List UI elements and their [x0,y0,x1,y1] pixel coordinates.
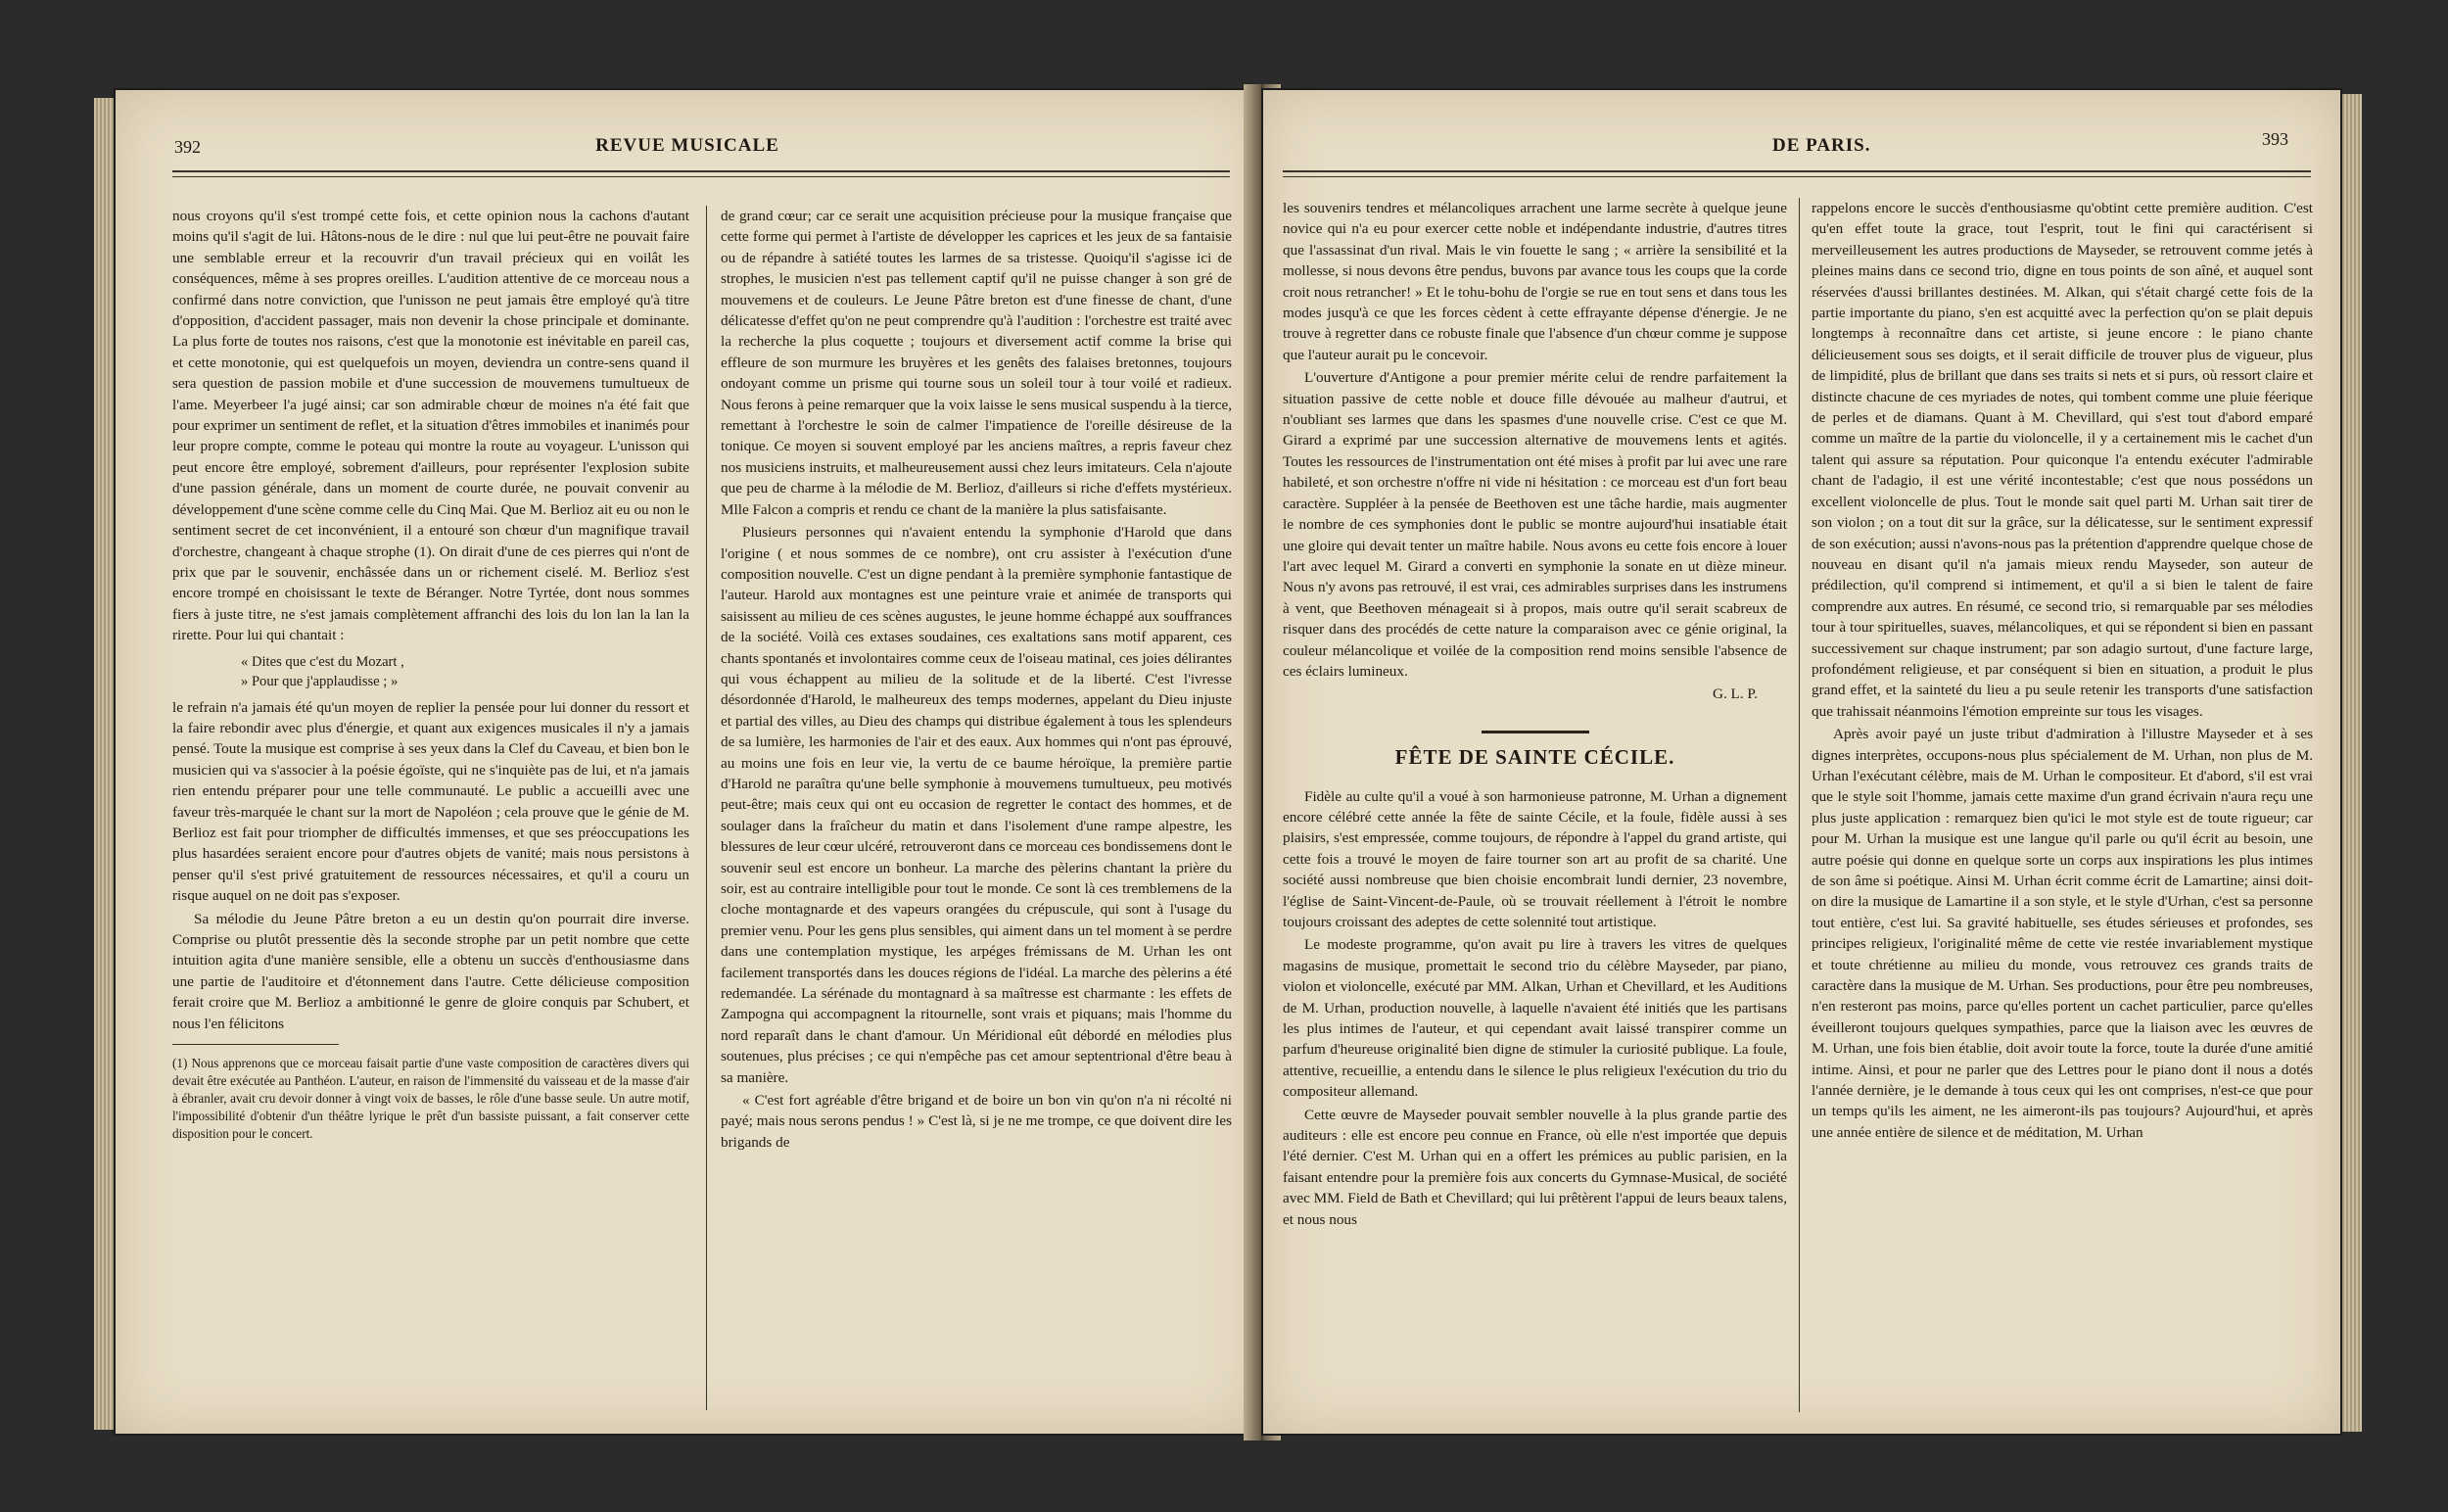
right-page-column-1 [1283,198,1787,1232]
paragraph: Cette œuvre de Mayseder pouvait sembler nouvelle à la plus grande partie des auditeurs : elle est encore peu connue en France, où elle n'est importée que depuis l'été dernier. C'est M. Urhan qui en a offert les prémices au public parisien, en la faisant entendre pour la première fois aux concerts du Gymnase-Musical, de société avec MM. Field de Bath et Chevillard; qui lui prêtèrent l'appui de leurs beaux talens, et nous nous [1283,1106,1787,1228]
verse-quote [241,652,689,691]
paragraph: rappelons encore le succès d'enthousiasme qu'obtint cette première audition. C'est qu'en effet toute la grace, tout l'esprit, tout le fini qui caractérisent si merveilleusement les autres productions de Mayseder, se retrouvent comme jetés à pleines mains dans ce second trio, digne en tous points de son aîné, et auquel sont réservées d'aussi brillantes destinées. M. Alkan, qui s'était chargé cette fois de la partie importante du piano, s'en est acquitté avec la perfection qu'on se plait depuis longtemps à reconnaître dans cet artiste, si jeune encore : le piano chante délicieusement sous ses doigts, et il serait difficile de trouver plus de vigueur, plus de limpidité, plus de brillant que dans ses traits si nets et si purs, où ressort claire et distincte chacune de ces myriades de notes, qui tombent comme une pluie féerique de perles et de diamans. Quant à M. Chevillard, qui s'est tout d'abord emparé comme un maître de la partie du violoncelle, il y a certainement mis le cachet d'un talent qui assure sa réputation. Pour quiconque l'a entendu exécuter l'admirable chant de l'adagio, il est une vérité incontestable; c'est que nous possédons un excellent violoncelle de plus. Tout le monde sait quel parti M. Urhan sait tirer de son violon ; on a tout dit sur la grâce, sur la délicatesse, sur le sentiment expressif de son exécution; aussi n'avons-nous pas la prétention d'apprendre quelque chose de nouveau en disant qu'il n'a jamais mieux rendu Mayseder, son auteur de prédilection, qu'il comprend si intimement, et qu'il a si bien le talent de faire comprendre aux autres. En résumé, ce second trio, si remarquable par ses mélodies tour à tour spirituelles, suaves, mélancoliques, et qui se répondent si bien en passant successivement sur chaque instrument; par son adagio surtout, d'une facture large, profondément religieuse, et par conséquent si bien en situation, a produit le plus grand effet, et la sainteté du lieu a pu seule retenir les transports d'une satisfaction que trahissait néanmoins l'émotion empreinte sur tous les visages. [1812,200,2313,720]
page-number-right: 393 [2262,129,2288,149]
paragraph: Le modeste programme, qu'on avait pu lire à travers les vitres de quelques magasins de musique, promettait le second trio du célèbre Mayseder, par piano, violon et violoncelle, exécuté par MM. Alkan, Urhan et Chevillard, et les Auditions de M. Urhan, production nouvelle, à laquelle n'avaient été initiés que les partisans les plus intimes de l'auteur, et qui cependant avait laissé transpirer comme un parfum d'heureuse originalité bien digne de stimuler la curiosité publique. La foule, attentive, recueillie, a entendu dans le silence le plus religieux l'exécution du trio du compositeur allemand. [1283,936,1787,1101]
left-page-column-1 [172,206,689,1143]
section-ornament [1283,719,1787,739]
verse-line: » Pour que j'applaudisse ; » [241,673,399,689]
header-rule [172,170,1230,172]
column-rule [1799,198,1800,1412]
signature: G. L. P. [1713,685,1758,703]
page-number-left: 392 [174,137,201,157]
section-title: FÊTE DE SAINTE CÉCILE. [1394,745,1675,770]
running-head-right: DE PARIS. [1772,135,1871,156]
left-page-edges [94,98,118,1430]
left-page [116,90,1259,1434]
verse-line: « Dites que c'est du Mozart , [241,653,404,670]
paragraph: de grand cœur; car ce serait une acquisition précieuse pour la musique française que cette forme qui permet à l'artiste de développer les caprices et les jeux de sa fantaisie ou de répandre à satiété toutes les larmes de sa tristesse. Quoiqu'il s'agisse ici de strophes, le musicien n'est pas tellement captif qu'il ne puisse changer à son gré de mouvemens et de couleurs. Le Jeune Pâtre breton est d'une finesse de chant, d'une délicatesse d'effet qu'on ne peut comprendre qu'à l'audition : l'orchestre est traité avec la recherche la plus coquette ; toujours et diversement actif comme la brise qui effleure de son murmure les bruyères et les genêts des falaises bretonnes, toujours ondoyant comme un prisme qui tourne sous un soleil tour à tour voilé et radieux. Nous ferons à peine remarquer que la voix laisse le sens musical suspendu à la tierce, remettant à l'orchestre le soin de calmer l'impatience de l'oreille désireuse de la tonique. Ce moyen si souvent employé par les anciens maîtres, a repris faveur chez nos musiciens instruits, et malheureusement aussi chez leurs imitateurs. Cela n'ajoute que peu de charme à la mélodie de M. Berlioz, d'ailleurs si riche d'effets mystérieux. Mlle Falcon a compris et rendu ce chant de la manière la plus satisfaisante. [721,208,1232,518]
footnote-rule [172,1044,339,1045]
paragraph: Sa mélodie du Jeune Pâtre breton a eu un destin qu'on pourrait dire inverse. Comprise ou plutôt pressentie dès la seconde strophe par un petit nombre que cette intuition agita d'une manière sensible, elle a obtenu un succès d'enthousiasme dans une partie de l'auditoire et d'étonnement dans l'autre. Cette délicieuse composition ferait croire que M. Berlioz a ambitionné le genre de gloire conquis par Schubert, et nous l'en félicitons [172,910,689,1032]
column-rule [706,206,707,1410]
paragraph: Fidèle au culte qu'il a voué à son harmonieuse patronne, M. Urhan a dignement encore célébré cette année la fête de sainte Cécile, et la foule, fidèle aussi à ses plaisirs, s'est empressée, comme toujours, de répondre à l'appel du grand artiste, qui cette fois a trouvé le moyen de faire tourner son art au profit de sa charité. Une société aussi nombreuse que bien choisie encombrait lundi dernier, 23 novembre, l'église de Saint-Vincent-de-Paule, où se trouvait réellement à l'étroit le nombre toujours croissant des adeptes de cette solennité tout artistique. [1283,787,1787,930]
right-page-column-2 [1812,198,2313,1145]
paragraph: les souvenirs tendres et mélancoliques arrachent une larme secrète à quelque jeune novice qui n'a eu pour exercer cette noble et indépendante industrie, d'autres titres que l'assassinat d'un rival. Mais le vin fouette le sang ; « arrière la sensibilité et la mollesse, si nous devons être pendus, buvons par avance tous les coups que la corde croit nous retrancher! » Et le tohu-bohu de l'orgie se rue en tout sens et dans tous les modes jusqu'à ce que les forces cèdent à cette effrayante dépense d'énergie. Je ne trouve à regretter dans ce robuste finale que l'absence d'un chœur comme je suppose que l'auteur aurait pu le concevoir. [1283,200,1787,363]
right-page [1263,90,2340,1434]
left-page-column-2 [721,206,1232,1155]
footnote: (1) Nous apprenons que ce morceau faisait partie d'une vaste composition de caractères divers qui devait être exécutée au Panthéon. L'auteur, en raison de l'immensité du vaisseau et de la masse d'air à ébranler, avait cru devoir donner à vingt voix de basses, le rôle d'une basse seule. Un autre motif, l'impossibilité d'obtenir d'un théâtre lyrique le prêt d'un bassiste puissant, a fait conserver cette disposition pour le concert. [172,1056,689,1142]
paragraph: nous croyons qu'il s'est trompé cette fois, et cette opinion nous la cachons d'autant moins qu'il s'agit de lui. Hâtons-nous de le dire : nul que lui peut-être ne pouvait faire une semblable erreur et la recouvrir d'un travail précieux qui en voilât les conséquences, même à ses propres oreilles. L'audition attentive de ce morceau nous a confirmé dans notre conviction, que l'unisson ne peut jamais être employé qu'à titre d'opposition, d'accident passager, mais non devenir la chose principale et dominante. La plus forte de toutes nos raisons, c'est que la monotonie est inévitable en pareil cas, et cette monotonie, qui est quelquefois un moyen, deviendra un contre-sens quand il sera question de passion mobile et d'une succession de mouvemens tumultueux de l'ame. Meyerbeer l'a jugé ainsi; car son admirable chœur de moines n'a été fait que pour exprimer un sentiment de reflet, et la situation d'êtres immobiles et inanimés pour leur propre compte, comme le poteau qui montre la route au voyageur. L'unisson qui peut encore être employé, sobrement d'ailleurs, pour représenter l'explosion subite d'une passion générale, dans un moment de courte durée, ne pouvait convenir au développement d'une scène comme celle du Cinq Mai. Que M. Berlioz ait eu ou non le sentiment secret de cet inconvénient, il a entouré son chœur d'un magnifique travail d'orchestre, changeant à chaque strophe (1). On dirait d'une de ces pierres qui n'ont de prix que par le souvenir, enchâssée dans un or richement ciselé. M. Berlioz s'est encore trompé en choisissant le texte de Béranger. Notre Tyrtée, dont nous sommes fiers à juste titre, ne s'est jamais complètement affranchi des lois du lon lan la lan la rirette. Pour lui qui chantait : [172,208,689,644]
header-rule-thin [172,176,1230,177]
running-head-left: REVUE MUSICALE [595,135,779,156]
paragraph: Après avoir payé un juste tribut d'admiration à l'illustre Mayseder et à ses dignes interprètes, occupons-nous plus spécialement de M. Urhan, non plus de M. Urhan l'exécutant célèbre, mais de M. Urhan le compositeur. Et d'abord, s'il est vrai que le style soit l'homme, jamais cette maxime d'un grand écrivain n'aura reçu une plus juste application : remarquez bien qu'ici le mot style est de toute rigueur; car pour M. Urhan la musique est une langue qu'il parle ou qu'il écrit au besoin, une autre poésie qui donne en quelque sorte un corps aux inspirations les plus intimes de son âme si poétique. Ainsi M. Urhan écrit comme écrit de Lamartine; ainsi doit-on dire la musique de Lamartine il a son style, et le style d'Urhan, c'est sa personne tout entière, c'est lui. Sa gravité habituelle, ses études sérieuses et profondes, ses principes religieux, l'originalité même de cette vie restée invariablement mystique et toute chrétienne au milieu du monde, vous retrouvez ces grands traits de caractère dans la musique de M. Urhan. Ses productions, pour être peu nombreuses, n'en resteront pas moins, parce qu'elles portent un cachet particulier, parce qu'elles éveilleront toujours quelques sympathies, parce que la liaison avec les œuvres de M. Urhan, une fois bien établie, doit avoir toute la force, toute la durée d'une amitié intime. Ainsi, et pour ne parler que des Lettres pour le piano dont il nous a dotés l'année dernière, je le demande à tous ceux qui les ont comprises, n'est-ce que pour un temps qu'ils les aiment, ne les aimeront-ils pas toujours? Aujourd'hui, et après une année entière de silence et de méditation, M. Urhan [1812,726,2313,1141]
header-rule [1283,170,2311,172]
paragraph: le refrain n'a jamais été qu'un moyen de replier la pensée pour lui donner du ressort et la faire rebondir avec plus d'énergie, et quant aux exigences musicales il n'y a jamais pensé. Toute la musique est comprise à ses yeux dans la Clef du Caveau, et bien bon le musicien qui va s'associer à la poésie égoïste, qui ne s'inquiète pas de lui, et n'a jamais rien entendu préparer pour une telle communauté. Le public a accueilli avec une faveur très-marquée le chant sur la mort de Napoléon ; cela prouve que le génie de M. Berlioz est fait pour triompher de difficultés immenses, et que ses préoccupations les plus hasardées seraient encore pour d'autres objets de vanité; mais nous persistons à penser qu'il s'est privé gratuitement de ressources nécessaires, et qu'il a couru un risque auquel on ne doit pas s'exposer. [172,698,689,905]
header-rule-thin [1283,176,2311,177]
paragraph: L'ouverture d'Antigone a pour premier mérite celui de rendre parfaitement la situation passive de cette noble et douce fille dévouée au malheur d'autrui, et n'oubliant ses larmes que dans les spasmes d'une nouvelle crise. C'est ce que M. Girard a exprimé par une succession alternative de mouvemens lents et agités. Toutes les ressources de l'instrumentation ont été mises à profit par lui avec une rare habileté, et son orchestre n'offre ni vide ni hésitation : ce morceau est d'un fort beau caractère. Suppléer à la pensée de Beethoven est une tâche hardie, mais augmenter le nombre de ces symphonies dont le public se montre aujourd'hui insatiable était une gloire qui devait tenter un maître habile. Nous avons eu cette fois encore à louer l'art avec lequel M. Girard a converti en symphonie la sonate en ut dièze mineur. Nous n'y avons pas retrouvé, il est vrai, ces admirables surprises dans les instrumens à vent, que Beethoven ménageait si à propos, mais outre qu'il serait scabreux de risquer dans des procédés de cette nature la comparaison avec ce génie original, la couleur mélancolique et voilée de la composition rend moins sensible l'absence de ces éclairs lumineux. [1283,369,1787,680]
paragraph: Plusieurs personnes qui n'avaient entendu la symphonie d'Harold que dans l'origine ( et nous sommes de ce nombre), ont cru assister à l'exécution d'une composition nouvelle. C'est un digne pendant à la première symphonie fantastique de l'auteur. Harold aux montagnes est une peinture vraie et animée de transports qui saisissent au milieu de ces scènes augustes, le jeune homme échappé aux souffrances de la société. Voilà ces extases soudaines, ces exaltations sans motif apparent, ces chants spontanés et involontaires comme ceux de l'oiseau matinal, ces joies délirantes qui vous échappent au milieu de la solitude et de la liberté. C'est l'ivresse désordonnée d'Harold, le malheureux des temps modernes, appelant du Dieu injuste et partial des villes, au Dieu des champs qui distribue également à tous les splendeurs de sa lumière, les harmonies de l'air et des eaux. Aux hommes qui n'ont pas éprouvé, au moins une fois en leur vie, la vertu de ce baume héroïque, la première partie d'Harold ne paraîtra qu'une belle symphonie à mouvemens tumultueux, peu motivés peut-être; mais ceux qui ont eu occasion de regretter le contact des hommes, et de soulager dans la fraîcheur du matin et dans l'isolement d'une rampe alpestre, les blessures de leur cœur ulcéré, retrouveront dans ce morceau ces bondissemens dont le souvenir seul est encore un bonheur. La marche des pèlerins chantant la prière du soir, est au contraire intelligible pour tout le monde. Ce sont là ces tremblemens de la cloche montagnarde et des vapeurs orangées du crépuscule, qui sont à l'usage du premier venu. Pour les gens plus sensibles, qui aiment dans un tel moment à se perdre dans une contemplation mystique, les arpéges frémissans de M. Urhan les ont facilement transportés dans les douces régions de l'idéal. La marche des pèlerins a été redemandée. La sérénade du montagnard à sa maîtresse est charmante : les effets de Zampogna qui accompagnent la ritournelle, sont vrais et piquans; mais l'homme du nord reparaît dans le chant d'amour. Un Méridional eût débordé en mélodies plus soutenues, plus précises ; ce qui n'empêche pas cet amour septentrional d'être beau à sa manière. [721,524,1232,1086]
paragraph: « C'est fort agréable d'être brigand et de boire un bon vin qu'on n'a ni récolté ni payé; mais nous serons pendus ! » C'est là, si je ne me trompe, ce que doivent dire les brigands de [721,1092,1232,1151]
right-page-edges [2340,94,2362,1432]
